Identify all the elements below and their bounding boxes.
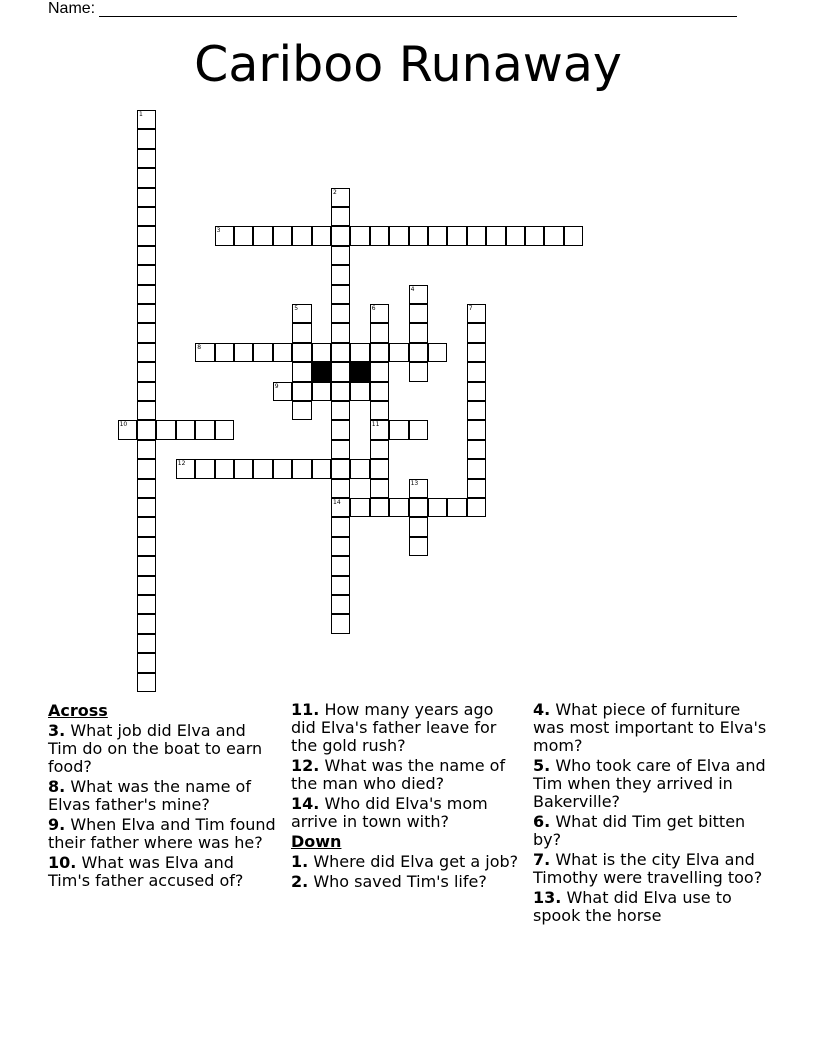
- grid-cell[interactable]: [331, 226, 350, 245]
- grid-cell[interactable]: [292, 343, 311, 362]
- clue-down-5: 5. Who took care of Elva and Tim when they arrived in Bakerville?: [533, 756, 766, 811]
- cell-number: 11: [371, 421, 380, 429]
- cell-number: 4: [410, 285, 415, 293]
- grid-cell[interactable]: [156, 420, 175, 439]
- grid-cell[interactable]: [370, 420, 389, 439]
- grid-cell[interactable]: [409, 498, 428, 517]
- clue-across-3: 3. What job did Elva and Tim do on the boat to earn food?: [48, 721, 263, 776]
- cell-number: 5: [294, 305, 299, 312]
- grid-cell[interactable]: [292, 459, 311, 478]
- grid-cell[interactable]: [331, 362, 350, 381]
- grid-cell[interactable]: [331, 498, 350, 517]
- grid-cell[interactable]: [253, 459, 272, 478]
- clue-column-3: [533, 701, 771, 927]
- grid-cell[interactable]: [137, 343, 156, 362]
- grid-cell[interactable]: [312, 226, 331, 245]
- grid-cell[interactable]: [428, 226, 447, 245]
- grid-cell[interactable]: [215, 459, 234, 478]
- grid-cell[interactable]: [428, 498, 447, 517]
- grid-cell[interactable]: [292, 323, 311, 342]
- grid-cell[interactable]: [467, 420, 486, 439]
- grid-cell[interactable]: [350, 382, 369, 401]
- grid-cell[interactable]: [331, 420, 350, 439]
- cell-number: 12: [177, 460, 186, 468]
- clue-down-1: 1. Where did Elva get a job?: [291, 852, 519, 871]
- cell-number: 13: [410, 479, 419, 487]
- clue-down-4: 4. What piece of furniture was most important to Elva's mom?: [533, 700, 767, 755]
- grid-cell[interactable]: [350, 226, 369, 245]
- black-cell: [350, 362, 369, 381]
- grid-cell[interactable]: [137, 168, 156, 187]
- grid-cell[interactable]: [467, 498, 486, 517]
- grid-cell[interactable]: [331, 188, 350, 207]
- clue-column-2: [291, 701, 519, 893]
- grid-cell[interactable]: [137, 614, 156, 633]
- grid-cell[interactable]: [564, 226, 583, 245]
- grid-cell[interactable]: [137, 576, 156, 595]
- grid-cell[interactable]: [409, 226, 428, 245]
- grid-cell[interactable]: [467, 362, 486, 381]
- grid-cell[interactable]: [273, 382, 292, 401]
- grid-cell[interactable]: [467, 401, 486, 420]
- grid-cell[interactable]: [544, 226, 563, 245]
- grid-cell[interactable]: [137, 285, 156, 304]
- grid-cell[interactable]: [137, 595, 156, 614]
- grid-cell[interactable]: [370, 440, 389, 459]
- grid-cell[interactable]: [331, 576, 350, 595]
- grid-cell[interactable]: [409, 537, 428, 556]
- clue-across-12: 12. What was the name of the man who died?: [291, 756, 506, 793]
- grid-cell[interactable]: [137, 653, 156, 672]
- grid-cell[interactable]: [350, 343, 369, 362]
- grid-cell[interactable]: [137, 246, 156, 265]
- grid-cell[interactable]: [253, 226, 272, 245]
- grid-cell[interactable]: [409, 285, 428, 304]
- grid-cell[interactable]: [389, 498, 408, 517]
- grid-cell[interactable]: [389, 226, 408, 245]
- grid-cell[interactable]: [137, 265, 156, 284]
- grid-cell[interactable]: [137, 673, 156, 692]
- grid-cell[interactable]: [467, 479, 486, 498]
- grid-cell[interactable]: [253, 343, 272, 362]
- grid-cell[interactable]: [467, 459, 486, 478]
- grid-cell[interactable]: [118, 420, 137, 439]
- grid-cell[interactable]: [137, 634, 156, 653]
- clue-across-8: 8. What was the name of Elvas father's mine?: [48, 777, 251, 814]
- clue-down-13: 13. What did Elva use to spook the horse: [533, 888, 732, 925]
- grid-cell[interactable]: [370, 401, 389, 420]
- clue-column-1: [48, 701, 276, 892]
- grid-cell[interactable]: [467, 226, 486, 245]
- grid-cell[interactable]: [137, 420, 156, 439]
- grid-cell[interactable]: [292, 362, 311, 381]
- grid-cell[interactable]: [467, 323, 486, 342]
- grid-cell[interactable]: [331, 304, 350, 323]
- grid-cell[interactable]: [370, 304, 389, 323]
- grid-cell[interactable]: [137, 149, 156, 168]
- grid-cell[interactable]: [215, 343, 234, 362]
- grid-cell[interactable]: [350, 498, 369, 517]
- grid-cell[interactable]: [370, 362, 389, 381]
- grid-cell[interactable]: [389, 420, 408, 439]
- grid-cell[interactable]: [389, 343, 408, 362]
- grid-cell[interactable]: [447, 498, 466, 517]
- grid-cell[interactable]: [331, 207, 350, 226]
- grid-cell[interactable]: [331, 556, 350, 575]
- grid-cell[interactable]: [137, 440, 156, 459]
- clue-across-14: 14. Who did Elva's mom arrive in town with?: [291, 794, 488, 831]
- grid-cell[interactable]: [137, 401, 156, 420]
- grid-cell[interactable]: [370, 479, 389, 498]
- cell-number: 1: [139, 111, 143, 118]
- grid-cell[interactable]: [506, 226, 525, 245]
- cell-number: 14: [333, 499, 341, 506]
- grid-cell[interactable]: [137, 556, 156, 575]
- grid-cell[interactable]: [331, 537, 350, 556]
- grid-cell[interactable]: [137, 304, 156, 323]
- down-heading: Down: [291, 832, 342, 851]
- grid-cell[interactable]: [137, 362, 156, 381]
- grid-cell[interactable]: [234, 459, 253, 478]
- grid-cell[interactable]: [467, 382, 486, 401]
- black-cell: [312, 362, 331, 381]
- grid-cell[interactable]: [215, 420, 234, 439]
- grid-cell[interactable]: [137, 188, 156, 207]
- grid-cell[interactable]: [137, 226, 156, 245]
- grid-cell[interactable]: [137, 110, 156, 129]
- grid-cell[interactable]: [137, 382, 156, 401]
- grid-cell[interactable]: [486, 226, 505, 245]
- cell-number: 7: [468, 305, 473, 312]
- grid-cell[interactable]: [273, 343, 292, 362]
- grid-cell[interactable]: [370, 459, 389, 478]
- grid-cell[interactable]: [176, 459, 195, 478]
- cell-number: 9: [274, 382, 279, 390]
- grid-cell[interactable]: [137, 207, 156, 226]
- grid-cell[interactable]: [350, 459, 369, 478]
- grid-cell[interactable]: [273, 459, 292, 478]
- clue-across-9: 9. When Elva and Tim found their father where was he?: [48, 815, 276, 852]
- grid-cell[interactable]: [137, 459, 156, 478]
- grid-cell[interactable]: [137, 517, 156, 536]
- clue-down-2: 2. Who saved Tim's life?: [291, 872, 487, 891]
- grid-cell[interactable]: [137, 537, 156, 556]
- grid-cell[interactable]: [195, 343, 214, 362]
- grid-cell[interactable]: [312, 343, 331, 362]
- clue-across-10: 10. What was Elva and Tim's father accused of?: [48, 853, 244, 890]
- across-heading: Across: [48, 701, 108, 720]
- grid-cell[interactable]: [195, 459, 214, 478]
- cell-number: 3: [216, 227, 221, 235]
- grid-cell[interactable]: [137, 323, 156, 342]
- grid-cell[interactable]: [331, 517, 350, 536]
- grid-cell[interactable]: [370, 498, 389, 517]
- grid-cell[interactable]: [292, 304, 311, 323]
- grid-cell[interactable]: [409, 323, 428, 342]
- grid-cell[interactable]: [525, 226, 544, 245]
- clue-across-11: 11. How many years ago did Elva's father leave for the gold rush?: [291, 700, 497, 755]
- grid-cell[interactable]: [467, 440, 486, 459]
- grid-cell[interactable]: [447, 226, 466, 245]
- grid-cell[interactable]: [331, 246, 350, 265]
- grid-cell[interactable]: [137, 498, 156, 517]
- grid-cell[interactable]: [137, 129, 156, 148]
- grid-cell[interactable]: [409, 304, 428, 323]
- grid-cell[interactable]: [331, 401, 350, 420]
- grid-cell[interactable]: [331, 323, 350, 342]
- grid-cell[interactable]: [292, 226, 311, 245]
- grid-cell[interactable]: [176, 420, 195, 439]
- grid-cell[interactable]: [331, 595, 350, 614]
- cell-number: 8: [197, 343, 202, 351]
- puzzle-title: Cariboo Runaway: [194, 36, 622, 93]
- grid-cell[interactable]: [409, 479, 428, 498]
- cell-number: 2: [333, 188, 337, 196]
- cell-number: 6: [371, 305, 376, 312]
- grid-cell[interactable]: [215, 226, 234, 245]
- grid-cell[interactable]: [292, 401, 311, 420]
- grid-cell[interactable]: [370, 226, 389, 245]
- grid-cell[interactable]: [467, 343, 486, 362]
- grid-cell[interactable]: [428, 343, 447, 362]
- grid-cell[interactable]: [312, 459, 331, 478]
- grid-cell[interactable]: [292, 382, 311, 401]
- grid-cell[interactable]: [234, 226, 253, 245]
- grid-cell[interactable]: [331, 382, 350, 401]
- grid-cell[interactable]: [409, 362, 428, 381]
- grid-cell[interactable]: [331, 614, 350, 633]
- grid-cell[interactable]: [331, 479, 350, 498]
- grid-cell[interactable]: [331, 440, 350, 459]
- grid-cell[interactable]: [331, 285, 350, 304]
- clue-down-7: 7. What is the city Elva and Timothy were travelling too?: [533, 850, 763, 887]
- grid-cell[interactable]: [409, 343, 428, 362]
- grid-cell[interactable]: [234, 343, 253, 362]
- grid-cell[interactable]: [312, 382, 331, 401]
- grid-cell[interactable]: [467, 304, 486, 323]
- grid-cell[interactable]: [409, 517, 428, 536]
- grid-cell[interactable]: [409, 420, 428, 439]
- grid-cell[interactable]: [331, 459, 350, 478]
- grid-cell[interactable]: [370, 382, 389, 401]
- grid-cell[interactable]: [370, 323, 389, 342]
- name-label: Name:: [48, 0, 96, 17]
- grid-cell[interactable]: [331, 343, 350, 362]
- grid-cell[interactable]: [273, 226, 292, 245]
- grid-cell[interactable]: [331, 265, 350, 284]
- clue-down-6: 6. What did Tim get bitten by?: [533, 812, 746, 849]
- cell-number: 10: [119, 421, 128, 429]
- grid-cell[interactable]: [195, 420, 214, 439]
- grid-cell[interactable]: [137, 479, 156, 498]
- grid-cell[interactable]: [370, 343, 389, 362]
